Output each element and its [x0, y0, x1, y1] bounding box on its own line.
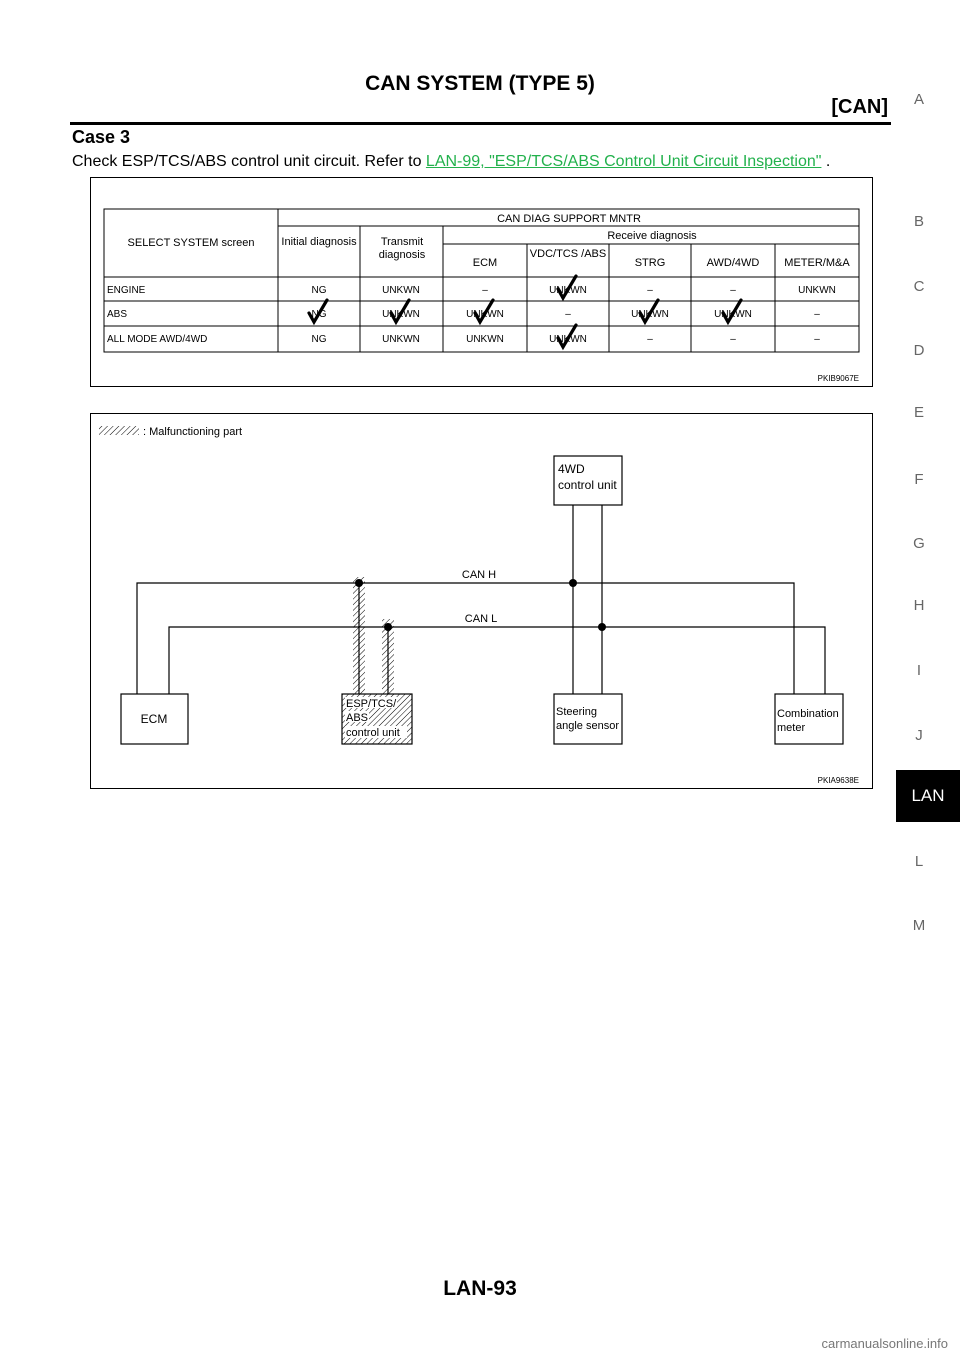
steering-line1: Steering	[556, 706, 597, 718]
side-tab-h[interactable]: H	[913, 597, 925, 614]
table-cell: NG	[311, 334, 327, 345]
side-tab-l[interactable]: L	[914, 853, 924, 870]
receive-col-vdc: VDC/TCS /ABS	[529, 248, 607, 260]
can-h-bus	[137, 583, 794, 694]
table-cell: –	[647, 334, 653, 345]
side-tab-i[interactable]: I	[916, 662, 922, 679]
table-cell: UNKWN	[714, 309, 752, 320]
mntr-header: CAN DIAG SUPPORT MNTR	[497, 213, 641, 225]
table-cell: –	[814, 309, 820, 320]
figure-code: PKIB9067E	[817, 374, 859, 383]
table-cell: UNKWN	[382, 309, 420, 320]
side-tab-c[interactable]: C	[913, 278, 925, 295]
hatch-legend-swatch	[99, 426, 139, 435]
table-cell: –	[647, 285, 653, 296]
row-label: ENGINE	[107, 285, 146, 296]
esp-unit-line2: ABS	[346, 712, 369, 724]
table-cell: UNKWN	[549, 285, 587, 296]
select-system-header: SELECT SYSTEM screen	[127, 237, 255, 249]
table-cell: –	[730, 334, 736, 345]
esp-unit-line1: ESP/TCS/	[346, 698, 397, 710]
can-l-label: CAN L	[464, 613, 498, 625]
receive-col-ecm: ECM	[472, 257, 498, 269]
receive-col-meter: METER/M&A	[784, 257, 850, 269]
side-tab-e[interactable]: E	[913, 404, 924, 421]
side-tab-m[interactable]: M	[912, 917, 926, 934]
watermark: carmanualsonline.info	[821, 1336, 948, 1351]
side-tab-b[interactable]: B	[913, 213, 924, 230]
section-tag: [CAN]	[831, 96, 888, 118]
side-tab-d[interactable]: D	[913, 342, 925, 359]
table-cell: UNKWN	[382, 285, 420, 296]
esp-unit-line3: control unit	[346, 727, 400, 739]
table-cell: –	[482, 285, 488, 296]
receive-header: Receive diagnosis	[607, 230, 697, 242]
row-label: ALL MODE AWD/4WD	[107, 334, 208, 345]
diag-table	[91, 178, 872, 386]
table-cell: UNKWN	[798, 285, 836, 296]
transmit-header: Transmit diagnosis	[378, 236, 426, 261]
header-rule	[70, 122, 891, 125]
table-cell: –	[730, 285, 736, 296]
table-cell: –	[814, 334, 820, 345]
ecm-label: ECM	[140, 712, 168, 726]
table-cell: –	[565, 309, 571, 320]
reference-link[interactable]: LAN-99, "ESP/TCS/ABS Control Unit Circuit Inspection"	[425, 153, 822, 170]
page-number: LAN-93	[443, 1277, 517, 1300]
table-cell: UNKWN	[549, 334, 587, 345]
table-cell: UNKWN	[466, 334, 504, 345]
diag-table-figure	[90, 177, 873, 387]
side-tab-j[interactable]: J	[915, 727, 923, 744]
figure-code: PKIA9638E	[817, 776, 859, 785]
intro-paragraph	[72, 153, 830, 171]
steering-line2: angle sensor	[556, 720, 619, 732]
row-label: ABS	[107, 309, 128, 320]
can-l-bus	[169, 627, 825, 694]
table-cell: NG	[311, 285, 327, 296]
table-cell: UNKWN	[466, 309, 504, 320]
side-tab-g[interactable]: G	[913, 535, 925, 552]
awd-unit-line2: control unit	[558, 478, 617, 492]
intro-text: Check ESP/TCS/ABS control unit circuit. Refer to	[72, 153, 422, 170]
awd-unit-line1: 4WD	[558, 462, 585, 476]
steering-angle-sensor-box	[554, 694, 622, 744]
page-title: CAN SYSTEM (TYPE 5)	[365, 72, 595, 95]
can-h-label: CAN H	[461, 569, 497, 581]
can-diagram	[91, 414, 872, 788]
meter-line1: Combination	[777, 708, 839, 720]
legend-text: : Malfunctioning part	[143, 426, 243, 438]
side-tab-f[interactable]: F	[914, 471, 924, 488]
receive-col-strg: STRG	[634, 257, 666, 269]
table-cell: UNKWN	[631, 309, 669, 320]
table-cell: UNKWN	[382, 334, 420, 345]
side-tab-a[interactable]: A	[913, 91, 924, 108]
initial-header: Initial diagnosis	[281, 236, 357, 248]
meter-line2: meter	[777, 722, 806, 734]
side-tab-lan-active[interactable]: LAN	[896, 770, 960, 822]
case-heading: Case 3	[72, 127, 131, 147]
table-cell: NG	[311, 309, 327, 320]
receive-col-awd: AWD/4WD	[706, 257, 760, 269]
intro-end: .	[825, 153, 831, 170]
can-diagram-figure	[90, 413, 873, 789]
